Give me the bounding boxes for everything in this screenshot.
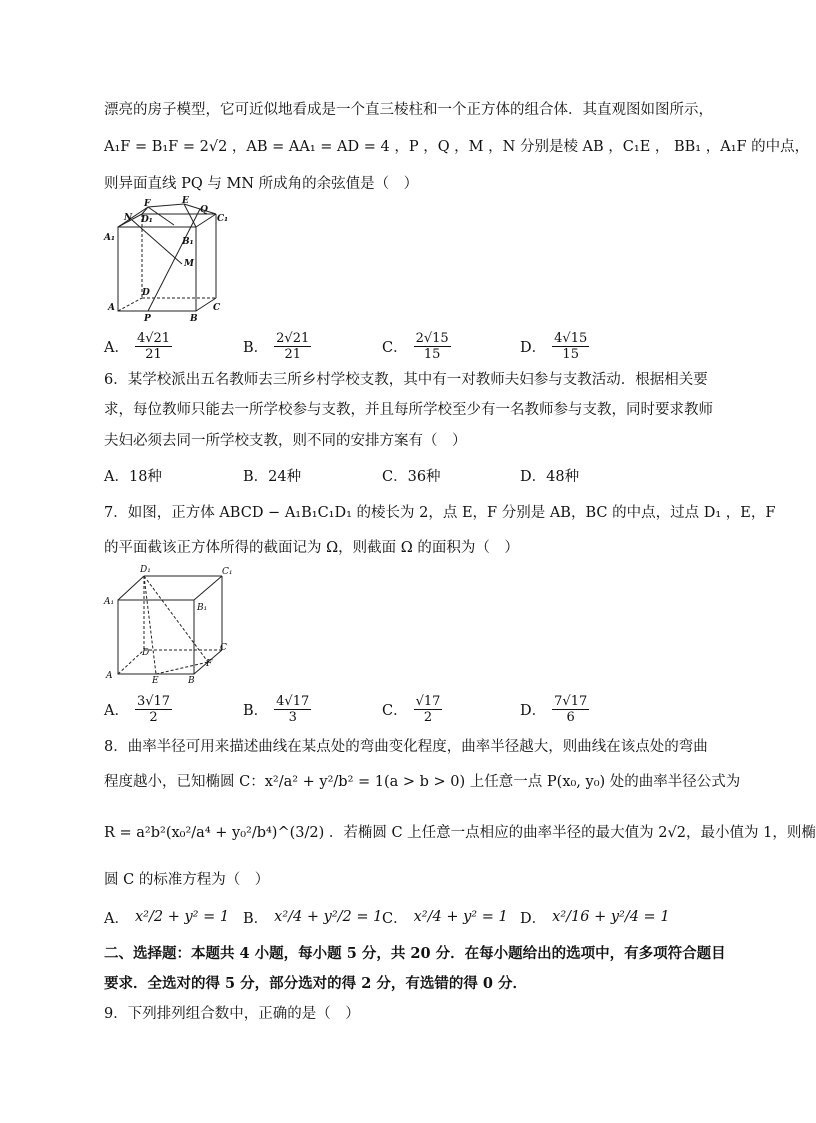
option-expression: x²/4 + y²/2 = 1 (274, 909, 383, 925)
q6-line-3: 夫妇必须去同一所学校支教，则不同的安排方案有（ ） (104, 433, 467, 449)
q5-options (104, 326, 704, 366)
q6-option-d[interactable]: D．48种 (520, 468, 580, 485)
q6-line-2: 求，每位教师只能去一所学校参与支教，并且每所学校至少有一名教师参与支教，同时要求教师 (104, 402, 713, 418)
q5-option-b[interactable]: B． $\frac{2√21}{21}$ (243, 330, 310, 362)
denominator: 15 (423, 346, 441, 362)
q9-line-1: 9．下列排列组合数中，正确的是（ ） (104, 1006, 360, 1022)
numerator: √17 (415, 693, 441, 709)
q7-fig-label: A (106, 671, 113, 681)
q5-fig-label: N (124, 213, 133, 223)
q5-line-3: 则异面直线 PQ 与 MN 所成角的余弦值是（ ） (104, 176, 419, 192)
q5-fig-label: P (144, 314, 151, 324)
numerator: 4√21 (136, 330, 171, 346)
numerator: 4√15 (554, 330, 588, 346)
q5-line-2: A₁F = B₁F = 2√2 ，AB = AA₁ = AD = 4 ，P ，Q ，M ，N 分别是棱 AB ，C₁E ， BB₁ ，A₁F 的中点， (104, 139, 810, 155)
q8-option-c[interactable]: C． x²/4 + y² = 1 (382, 909, 508, 927)
q5-fig-label: M (184, 259, 194, 269)
q5-fig-label: A₁ (104, 233, 115, 243)
q7-figure-cube (104, 562, 234, 686)
q8-options (104, 897, 704, 933)
denominator: 21 (284, 346, 301, 362)
section-2-heading-line-1: 二、选择题：本题共 4 小题，每小题 5 分，共 20 分．在每小题给出的选项中，有多项符合题目 (104, 945, 726, 962)
option-expression: x²/2 + y² = 1 (134, 909, 230, 925)
numerator: 2√15 (415, 330, 449, 346)
q8-line-1: 8．曲率半径可用来描述曲线在某点处的弯曲变化程度，曲率半径越大，则曲线在该点处的弯曲 (104, 739, 708, 755)
q6-option-b[interactable]: B．24种 (243, 468, 302, 485)
q7-option-d[interactable]: D． $\frac{7√17}{6}$ (520, 693, 588, 725)
q8-line-4: 圆 C 的标准方程为（ ） (104, 872, 270, 888)
q8-option-b[interactable]: B． x²/4 + y²/2 = 1 (243, 909, 383, 927)
q5-option-c[interactable]: C． $\frac{2√15}{15}$ (382, 330, 449, 362)
q5-fig-label: C₁ (217, 214, 229, 224)
q7-fig-label: B₁ (197, 603, 208, 613)
q5-fig-label: D₁ (141, 215, 153, 225)
q5-fig-label: A (108, 303, 115, 313)
numerator: 7√17 (554, 693, 588, 709)
denominator: 2 (423, 709, 433, 725)
q7-line-1: 7．如图，正方体 ABCD − A₁B₁C₁D₁ 的棱长为 2，点 E，F 分别是 AB，BC 的中点，过点 D₁ ，E，F (104, 505, 776, 521)
denominator: 3 (288, 709, 297, 725)
q8-option-d[interactable]: D． x²/16 + y²/4 = 1 (520, 909, 670, 927)
q5-fig-label: B (190, 314, 198, 324)
q5-fig-label: Q (200, 205, 208, 215)
q8-line-2: 程度越小，已知椭圆 C：x²/a² + y²/b² = 1(a > b > 0) 上任意一点 P(x₀, y₀) 处的曲率半径公式为 (104, 774, 741, 790)
q7-line-2: 的平面截该正方体所得的截面记为 Ω，则截面 Ω 的面积为（ ） (104, 540, 519, 556)
q7-fig-label: A₁ (104, 597, 115, 607)
q7-fig-label: C (220, 643, 227, 653)
section-2-heading-line-2: 要求．全选对的得 5 分，部分选对的得 2 分，有选错的得 0 分． (104, 975, 528, 992)
q5-fig-label: E (182, 196, 189, 206)
q7-options (104, 689, 704, 729)
numerator: 2√21 (276, 330, 310, 346)
q5-figure-house-model (104, 196, 229, 324)
q8-line-3: R = a²b²(x₀²/a⁴ + y₀²/b⁴)^(3/2) ．若椭圆 C 上任意一点相应的曲率半径的最大值为 2√2，最小值为 1，则椭 (104, 825, 816, 841)
q8-option-a[interactable]: A． x²/2 + y² = 1 (104, 909, 230, 927)
numerator: 3√17 (136, 693, 171, 709)
q5-fig-label: F (144, 199, 151, 209)
q7-fig-label: D₁ (140, 565, 151, 575)
option-expression: x²/16 + y²/4 = 1 (552, 909, 670, 925)
q7-option-c[interactable]: C． $\frac{√17}{2}$ (382, 693, 441, 725)
option-expression: x²/4 + y² = 1 (413, 909, 508, 925)
q7-fig-label: D (142, 648, 150, 658)
q5-fig-label: C (213, 303, 221, 313)
q7-fig-label: E (152, 676, 159, 686)
q6-option-a[interactable]: A．18种 (104, 468, 162, 485)
q5-fig-label: B₁ (182, 237, 194, 247)
denominator: 21 (145, 346, 162, 362)
q7-option-b[interactable]: B． $\frac{4√17}{3}$ (243, 693, 310, 725)
q7-fig-label: F (206, 659, 213, 669)
denominator: 15 (562, 346, 579, 362)
q5-option-a[interactable]: A． $\frac{4√21}{21}$ (104, 330, 171, 362)
denominator: 2 (149, 709, 158, 725)
q6-options (104, 455, 704, 491)
q5-option-d[interactable]: D． $\frac{4√15}{15}$ (520, 330, 588, 362)
q5-line-1: 漂亮的房子模型，它可近似地看成是一个直三棱柱和一个正方体的组合体．其直观图如图所示， (104, 102, 713, 118)
q6-option-c[interactable]: C．36种 (382, 468, 441, 485)
denominator: 6 (566, 709, 575, 725)
q6-line-1: 6．某学校派出五名教师去三所乡村学校支教，其中有一对教师夫妇参与支教活动．根据相关要 (104, 372, 708, 388)
numerator: 4√17 (276, 693, 310, 709)
q7-option-a[interactable]: A． $\frac{3√17}{2}$ (104, 693, 171, 725)
q5-fig-label: D (142, 288, 150, 298)
q7-fig-label: B (188, 676, 195, 686)
q7-fig-label: C₁ (222, 567, 233, 577)
